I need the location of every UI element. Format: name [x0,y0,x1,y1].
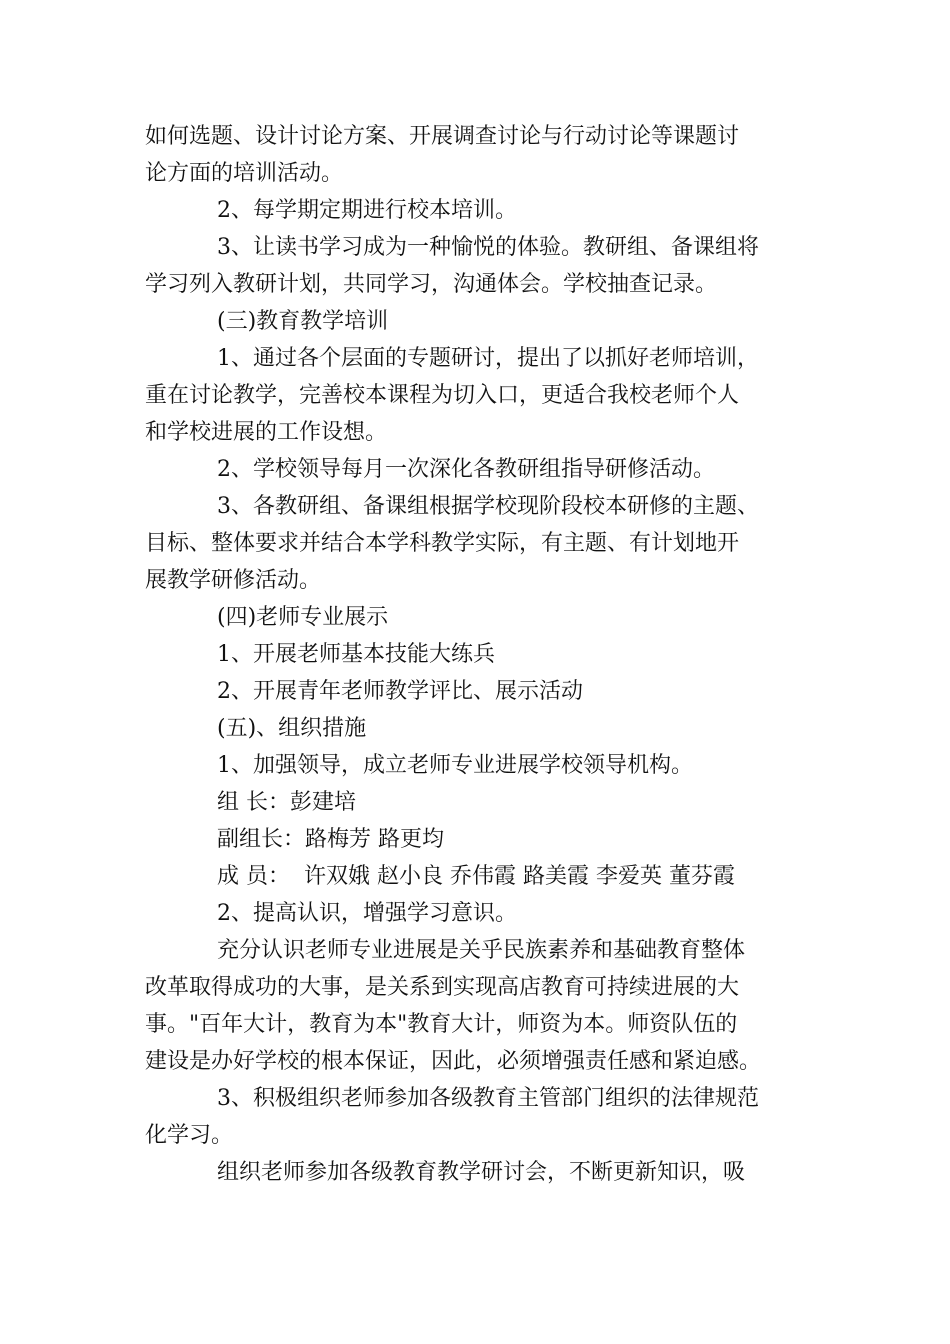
members-line [145,858,810,895]
text-line: 1、通过各个层面的专题研讨，提出了以抓好老师培训， [217,346,759,371]
text-line: 充分认识老师专业进展是关乎民族素养和基础教育整体 [217,938,746,963]
text-line: 化学习。 [145,1123,234,1148]
text-line: 2、每学期定期进行校本培训。 [217,198,517,223]
text-line: 3、让读书学习成为一种愉悦的体验。教研组、备课组将 [217,235,759,260]
text-line: 2、学校领导每月一次深化各教研组指导研修活动。 [217,457,715,482]
section-heading: (三)教育教学培训 [217,309,389,334]
text-line: 如何选题、设计讨论方案、开展调查讨论与行动讨论等课题讨 [145,124,740,149]
text-line: 1、加强领导，成立老师专业进展学校领导机构。 [217,753,693,778]
members-role-label: 成 员： [217,864,290,889]
group-leader-line: 组 长：彭建培 [217,790,356,815]
section-heading: (五)、组织措施 [217,716,367,741]
text-line: 2、开展青年老师教学评比、展示活动 [217,679,583,704]
text-line: 论方面的培训活动。 [145,161,344,186]
text-line: 展教学研修活动。 [145,568,322,593]
text-line: 1、开展老师基本技能大练兵 [217,642,495,667]
text-line: 重在讨论教学，完善校本课程为切入口，更适合我校老师个人 [145,383,740,408]
text-line: 事。"百年大计，教育为本"教育大计，师资为本。师资队伍的 [145,1012,738,1037]
members-names: 许双娥 赵小良 乔伟霞 路美霞 李爱英 董芬霞 [304,864,735,889]
text-line: 建设是办好学校的根本保证，因此，必须增强责任感和紧迫感。 [145,1049,762,1074]
document-body [145,118,810,1191]
text-line: 组织老师参加各级教育教学研讨会，不断更新知识，吸 [217,1160,746,1185]
text-line: 目标、整体要求并结合本学科教学实际，有主题、有计划地开 [145,531,740,556]
text-line: 和学校进展的工作设想。 [145,420,388,445]
text-line: 3、积极组织老师参加各级教育主管部门组织的法律规范 [217,1086,759,1111]
section-heading: (四)老师专业展示 [217,605,389,630]
text-line: 学习列入教研计划，共同学习，沟通体会。学校抽查记录。 [145,272,718,297]
text-line: 3、各教研组、备课组根据学校现阶段校本研修的主题、 [217,494,759,519]
text-line: 2、提高认识，增强学习意识。 [217,901,517,926]
deputy-leader-line: 副组长：路梅芳 路更均 [217,827,444,852]
text-line: 改革取得成功的大事，是关系到实现高店教育可持续进展的大 [145,975,740,1000]
